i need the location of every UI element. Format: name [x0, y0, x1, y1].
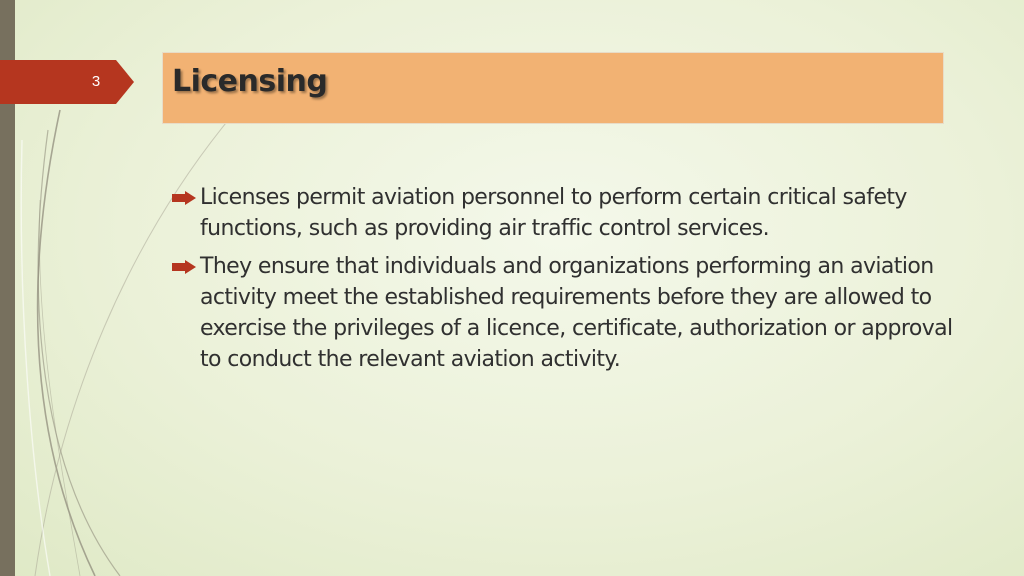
arrow-right-icon [172, 191, 196, 205]
bullet-item-2 [170, 251, 970, 375]
slide-number: 3 [91, 73, 101, 90]
slide-number-tag [0, 60, 134, 104]
arrow-right-icon [172, 260, 196, 274]
slide-number-tag-shape [0, 60, 134, 104]
bullet-list [170, 182, 970, 382]
bullet-text-2: They ensure that individuals and organizations performing an aviation activity meet the established requirements before they are allowed to exercise the privileges of a licence, certificate, authorization or approval to conduct the relevant aviation activity. [200, 254, 953, 372]
bullet-item-1 [170, 182, 970, 244]
bullet-text-1: Licenses permit aviation personnel to perform certain critical safety functions, such as providing air traffic control services. [200, 185, 907, 241]
slide-title: Licensing [172, 64, 328, 99]
title-band [162, 52, 944, 124]
